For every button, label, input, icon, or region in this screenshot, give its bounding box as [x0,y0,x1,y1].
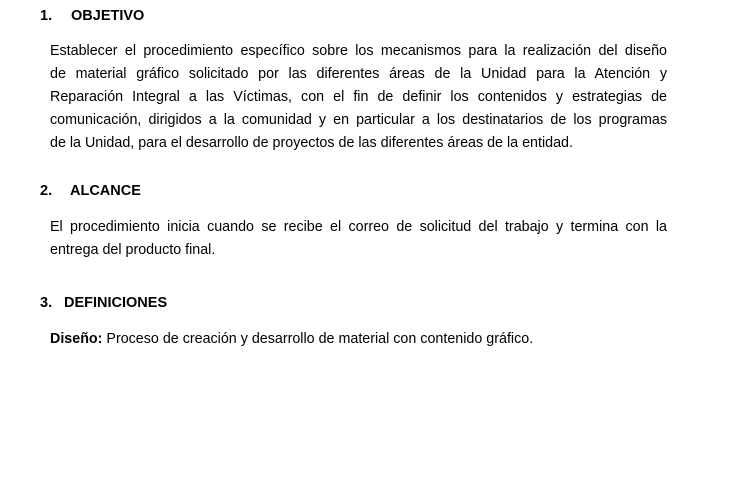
section-heading-objetivo [40,7,144,25]
section-heading-definiciones [40,294,167,312]
body-line: Establecer el procedimiento específico sobre los mecanismos para la realización del diseño [50,43,667,59]
definition-text: Proceso de creación y desarrollo de material con contenido gráfico. [102,331,534,347]
section-body-definiciones [50,328,667,351]
body-line: entrega del producto final. [50,242,216,258]
body-line: comunicación, dirigidos a la comunidad y en particular a los destinatarios de los programas [50,112,667,128]
body-line: de la Unidad, para el desarrollo de proyectos de las diferentes áreas de la entidad. [50,135,573,151]
body-line: de material gráfico solicitado por las diferentes áreas de la Unidad para la Atención y [50,66,667,82]
section-heading-alcance [40,182,141,200]
section-number: 2. [40,183,53,199]
section-title: DEFINICIONES [64,295,168,311]
definition-line [50,328,667,351]
section-number: 1. [40,8,53,24]
body-line: Reparación Integral a las Víctimas, con el fin de definir los contenidos y estrategias de [50,89,667,105]
section-title: ALCANCE [70,183,141,199]
section-body-objetivo [50,40,667,155]
section-body-alcance [50,216,667,262]
section-title: OBJETIVO [71,8,145,24]
definition-term: Diseño: [50,331,103,347]
body-line: El procedimiento inicia cuando se recibe el correo de solicitud del trabajo y termina con la [50,219,667,235]
section-number: 3. [40,295,53,311]
